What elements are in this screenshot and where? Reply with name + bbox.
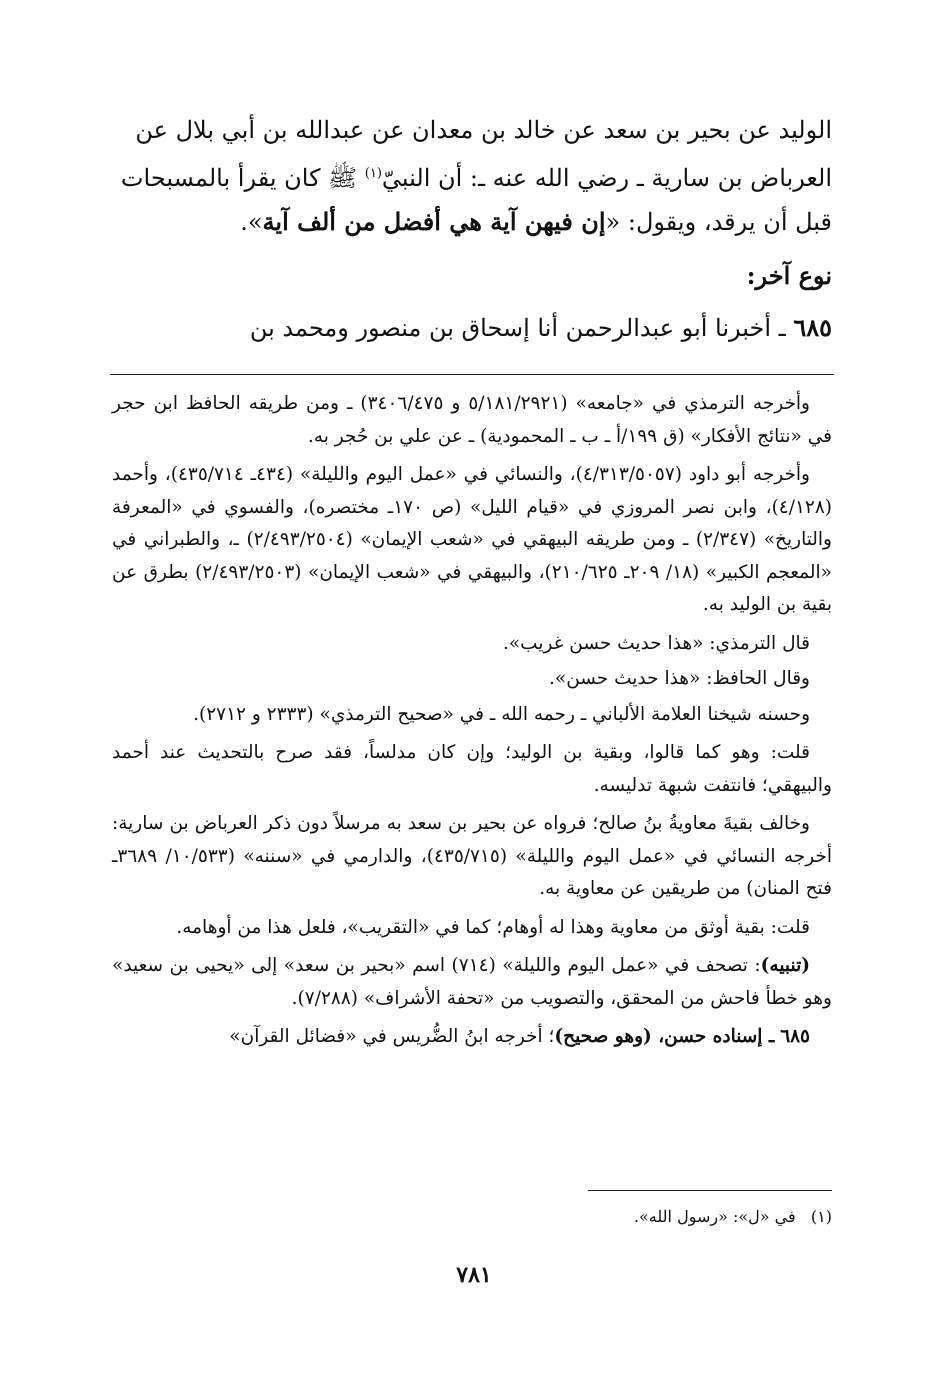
section-heading: نوع آخر: xyxy=(746,261,832,290)
note-paragraph-1: وأخرجه الترمذي في «جامعه» (٥/١٨١/٢٩٢١ و ٣٤٠٦/٤٧٥) ـ ومن طريقه الحافظ ابن حجر في «نتائج الأفكار» (ق ١٩٩/أ ـ ب ـ المحمودية) ـ عن علي بن حُجر به. xyxy=(112,393,832,447)
note-paragraph-5: وحسنه شيخنا العلامة الألباني ـ رحمه الله ـ في «صحيح الترمذي» (٢٣٣٣ و ٢٧١٢). xyxy=(193,703,810,725)
note-tanbih-text: : تصحف في «عمل اليوم والليلة» (٧١٤) اسم «بحير بن سعد» إلى «يحيى بن سعيد» وهو خطأ فاحش من المحقق، والتصويب من «تحفة الأشراف» (٧/٢٨٨). xyxy=(112,955,832,1009)
hadith-quote: إن فيهن آية هي أفضل من ألف آية xyxy=(262,207,606,236)
hadith-number: ٦٨٥ xyxy=(793,313,832,342)
note-hadith-number: ٦٨٥ xyxy=(780,1026,810,1047)
notes-divider xyxy=(110,374,834,375)
note-paragraph-4: وقال الحافظ: «هذا حديث حسن». xyxy=(549,668,810,689)
commentary xyxy=(112,388,832,1060)
main-text xyxy=(112,108,832,350)
note-paragraph-10 xyxy=(112,1021,832,1054)
note-paragraph-2: وأخرجه أبو داود (٤/٣١٣/٥٠٥٧)، والنسائي في «عمل اليوم والليلة» (٤٣٤ـ ٤٣٥/٧١٤)، وأحمد (٤/١٢٨)، وابن نصر المروزي في «قيام الليل» (ص ١٧٠ـ مختصره)، والفسوي في «المعرفة والتاريخ» (٢/٣٤٧) ـ ومن طريقه البيهقي في «شعب الإيمان» (٢/٤٩٣/٢٥٠٤) ـ، والطبراني في «المعجم الكبير» (١٨/ ٢٠٩ـ ٢١٠/٦٢٥)، والبيهقي في «شعب الإيمان» (٢/٤٩٣/٢٥٠٣) بطرق عن بقية بن الوليد به. xyxy=(112,464,832,615)
hadith-685-start xyxy=(112,306,832,350)
footnote xyxy=(112,1204,832,1230)
note-grading-text: ؛ أخرجه ابنُ الضُّريس في «فضائل القرآن» xyxy=(229,1026,555,1047)
main-line-2 xyxy=(112,152,832,200)
main-line-3-end: ». xyxy=(240,208,263,236)
note-grading: ـ إسناده حسن، (وهو صحيح) xyxy=(554,1026,775,1047)
note-paragraph-7: وخالف بقيةَ معاويةُ بنُ صالح؛ فرواه عن بحير بن سعد به مرسلاً دون ذكر العرباض بن سارية: أخرجه النسائي في «عمل اليوم والليلة» (٤٣٥/٧١٥)، والدارمي في «سننه» (١٠/٥٣٣/ ٣٦٨٩ـ فتح المنان) من طريقين عن معاوية به. xyxy=(112,813,832,899)
footnote-divider xyxy=(588,1190,832,1191)
main-line-1: الوليد عن بحير بن سعد عن خالد بن معدان عن عبدالله بن أبي بلال عن xyxy=(135,116,832,144)
note-paragraph-9 xyxy=(112,950,832,1015)
main-line-2-end: ﷺ كان يقرأ بالمسبحات xyxy=(120,164,358,192)
main-line-2-start: العرباض بن سارية ـ رضي الله عنه ـ: أن النبيّ xyxy=(381,164,832,192)
page-number: ٧٨١ xyxy=(456,1262,492,1288)
footnote-marker: (١) xyxy=(810,1207,832,1226)
footnote-ref[interactable]: (١) xyxy=(364,166,382,181)
main-line-3-start: قبل أن يرقد، ويقول: « xyxy=(605,208,832,236)
main-line-3 xyxy=(112,200,832,244)
footnote-text: في «ل»: «رسول الله». xyxy=(633,1207,796,1226)
note-paragraph-8: قلت: بقية أوثق من معاوية وهذا له أوهام؛ كما في «التقريب»، فلعل هذا من أوهامه. xyxy=(176,916,810,938)
note-paragraph-3: قال الترمذي: «هذا حديث حسن غريب». xyxy=(502,632,810,654)
note-paragraph-6: قلت: وهو كما قالوا، وبقية بن الوليد؛ وإن كان مدلساً، فقد صرح بالتحديث عند أحمد والبيهقي؛ فانتفت شبهة تدليسه. xyxy=(112,742,832,796)
hadith-685-text: ـ أخبرنا أبو عبدالرحمن أنا إسحاق بن منصور ومحمد بن xyxy=(249,314,786,342)
note-tanbih-label: (تنبيه) xyxy=(760,955,810,976)
